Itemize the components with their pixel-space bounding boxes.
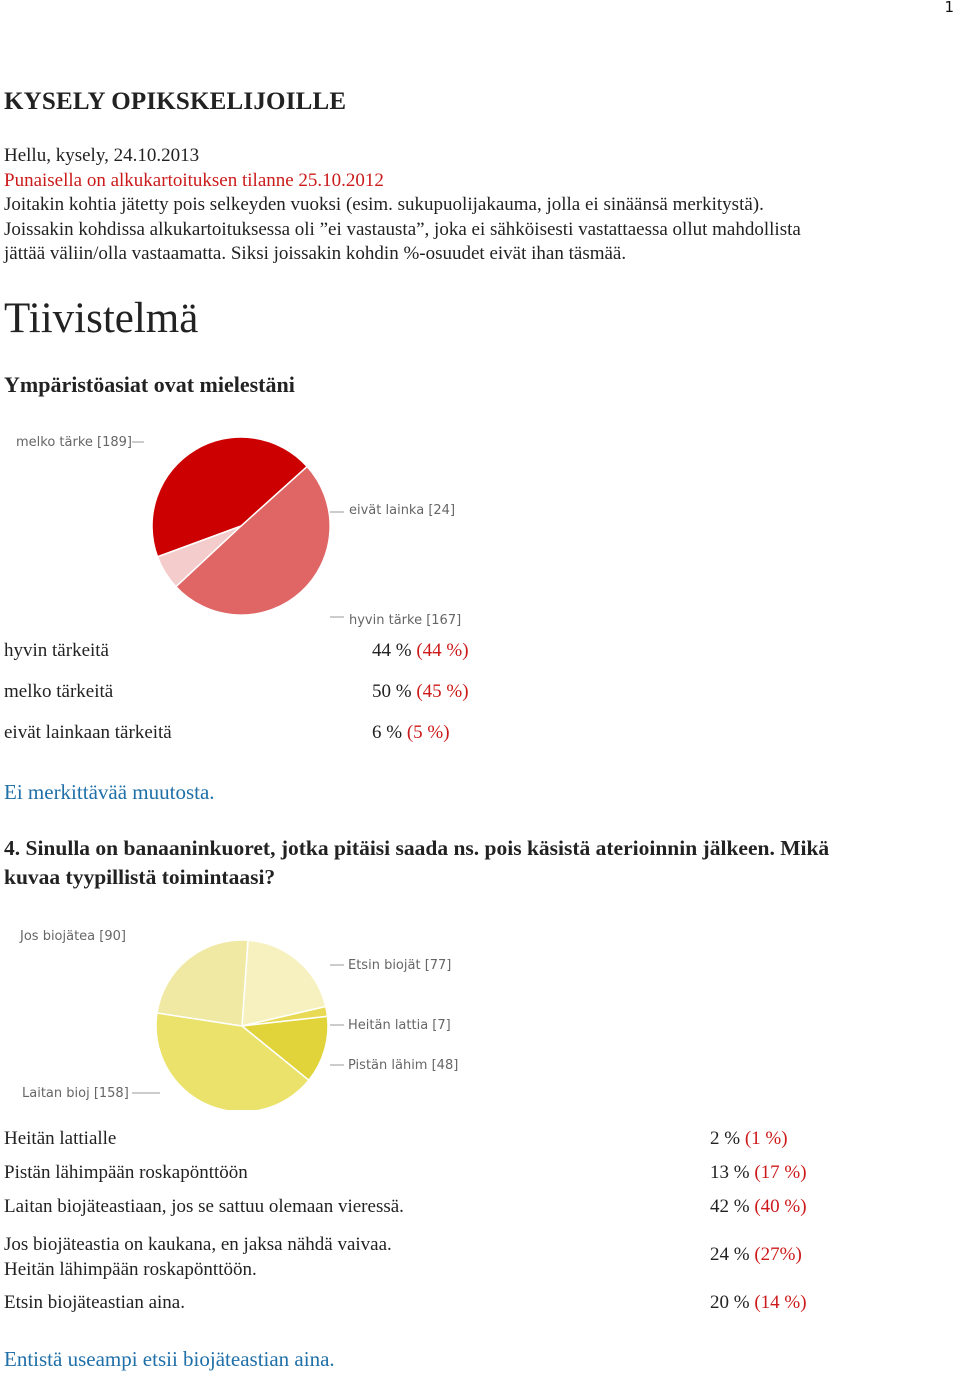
old-value: (45 %) <box>416 681 469 702</box>
table-row-value <box>710 1162 807 1184</box>
old-value: (1 %) <box>744 1128 788 1149</box>
pie-label: Laitan bioj [158] <box>22 1086 129 1101</box>
pie-slice-4 <box>157 940 248 1026</box>
pct-value: 50 % <box>372 681 412 702</box>
pie-label: Etsin biojät [77] <box>348 958 452 973</box>
intro-text <box>4 144 801 267</box>
table-row-label <box>4 1232 392 1282</box>
table-row-label: hyvin tärkeitä <box>4 640 109 661</box>
pct-value: 24 % <box>710 1244 750 1265</box>
intro-line: jättää väliin/olla vastaamatta. Siksi joissakin kohdin %-osuudet eivät ihan täsmää. <box>4 243 627 264</box>
table-row-label: melko tärkeitä <box>4 681 114 702</box>
question-4-title <box>4 834 829 892</box>
table-row-label: Heitän lattialle <box>4 1128 117 1149</box>
table-row-value <box>710 1244 802 1266</box>
old-value: (5 %) <box>406 722 450 743</box>
old-value: (14 %) <box>754 1292 807 1313</box>
row-label-line: Jos biojäteastia on kaukana, en jaksa nähdä vaivaa. <box>4 1234 392 1255</box>
old-value: (27%) <box>754 1244 802 1265</box>
q1-note: Ei merkittävää muutosta. <box>4 780 215 804</box>
pie-label: Pistän lähim [48] <box>348 1058 459 1073</box>
pie-label: melko tärke [189] <box>16 435 132 450</box>
q4-title-line: 4. Sinulla on banaaninkuoret, jotka pitäisi saada ns. pois käsistä aterioinnin jälkeen. Mikä <box>4 836 830 860</box>
old-value: (44 %) <box>416 640 469 661</box>
old-value: (40 %) <box>754 1196 807 1217</box>
pct-value: 13 % <box>710 1162 750 1183</box>
pct-value: 44 % <box>372 640 412 661</box>
table-row-label: Etsin biojäteastian aina. <box>4 1292 185 1313</box>
pie-label: Jos biojätea [90] <box>20 929 126 944</box>
pie-label: eivät lainka [24] <box>349 503 456 518</box>
intro-line: Hellu, kysely, 24.10.2013 <box>4 145 200 166</box>
section-heading: Tiivistelmä <box>4 295 199 342</box>
old-value: (17 %) <box>754 1162 807 1183</box>
table-row-label: eivät lainkaan tärkeitä <box>4 722 172 743</box>
table-row-value <box>710 1292 807 1314</box>
pie-label: hyvin tärke [167] <box>349 613 462 628</box>
table-row-value <box>372 681 469 703</box>
intro-line: Joissakin kohdissa alkukartoituksessa oli ”ei vastausta”, joka ei sähköisesti vastattaessa ollut mahdollista <box>4 218 801 240</box>
table-row-label: Pistän lähimpään roskapönttöön <box>4 1162 248 1183</box>
pct-value: 20 % <box>710 1292 750 1313</box>
table-row-label: Laitan biojäteastiaan, jos se sattuu olemaan vieressä. <box>4 1196 404 1217</box>
q4-title-line: kuvaa tyypillistä toimintaasi? <box>4 865 276 889</box>
document-title: KYSELY OPIKSKELIJOILLE <box>4 88 347 115</box>
q4-note: Entistä useampi etsii biojäteastian aina. <box>4 1347 335 1371</box>
table-row-value <box>710 1128 788 1150</box>
pct-value: 2 % <box>710 1128 741 1149</box>
page-number: 1 <box>944 0 954 16</box>
table-row-value <box>372 722 450 744</box>
row-label-line: Heitän lähimpään roskapönttöön. <box>4 1259 257 1280</box>
pie-chart-banana-peels <box>0 920 520 1110</box>
intro-line-red: Punaisella on alkukartoituksen tilanne 25.10.2012 <box>4 169 384 191</box>
intro-line: Joitakin kohtia jätetty pois selkeyden vuoksi (esim. sukupuolijakauma, jolla ei sinäänsä merkitystä). <box>4 194 764 215</box>
pie-label: Heitän lattia [7] <box>348 1018 451 1033</box>
pie-chart-environment <box>0 422 520 632</box>
question-1-title: Ympäristöasiat ovat mielestäni <box>4 372 295 397</box>
pct-value: 6 % <box>372 722 403 743</box>
table-row-value <box>710 1196 807 1218</box>
table-row-value <box>372 640 469 662</box>
pct-value: 42 % <box>710 1196 750 1217</box>
